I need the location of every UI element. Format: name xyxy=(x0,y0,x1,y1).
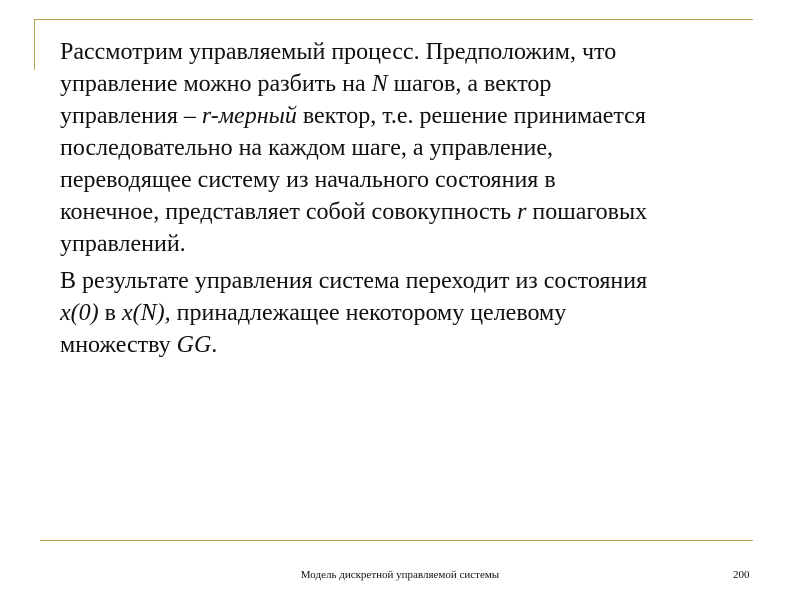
p2-x0: x(0) xyxy=(60,300,99,326)
p1-line1: Рассмотрим управляемый процесс. Предположим, что xyxy=(60,39,617,65)
left-rule xyxy=(34,19,35,70)
p1-r-dim: r-мерный xyxy=(201,103,297,129)
p1-line7: управлений. xyxy=(60,231,186,257)
p1-line2c: шагов, а вектор xyxy=(387,71,552,97)
bottom-rule xyxy=(40,540,753,541)
page-number: 200 xyxy=(733,569,750,581)
p1-line2a: управление можно разбить на xyxy=(60,71,372,97)
p1-n-var: N xyxy=(371,71,388,97)
slide-body xyxy=(60,36,780,366)
p1-line3a: управления – xyxy=(60,103,202,129)
footer-title: Модель дискретной управляемой системы xyxy=(300,569,500,581)
p2-gg: GG xyxy=(176,332,212,358)
p2-xn: x(N), xyxy=(121,300,171,326)
p1-line6c: пошаговых xyxy=(526,199,648,225)
paragraph-2 xyxy=(60,265,780,361)
p2-line1: В результате управления система переходит из состояния xyxy=(60,268,648,294)
paragraph-1 xyxy=(60,36,780,260)
p2-line2b: в xyxy=(98,300,122,326)
p1-line5: переводящее систему из начального состояния в xyxy=(60,167,556,193)
p2-line3a: множеству xyxy=(60,332,177,358)
p1-line6a: конечное, представляет собой совокупность xyxy=(60,199,518,225)
p1-line3c: вектор, т.е. решение принимается xyxy=(296,103,646,129)
p1-r-var: r xyxy=(517,199,527,225)
top-rule xyxy=(34,19,753,20)
p2-line2d: принадлежащее некоторому целевому xyxy=(170,300,567,326)
p1-line4: последовательно на каждом шаге, а управление, xyxy=(60,135,553,161)
p2-line3c: . xyxy=(211,332,218,358)
